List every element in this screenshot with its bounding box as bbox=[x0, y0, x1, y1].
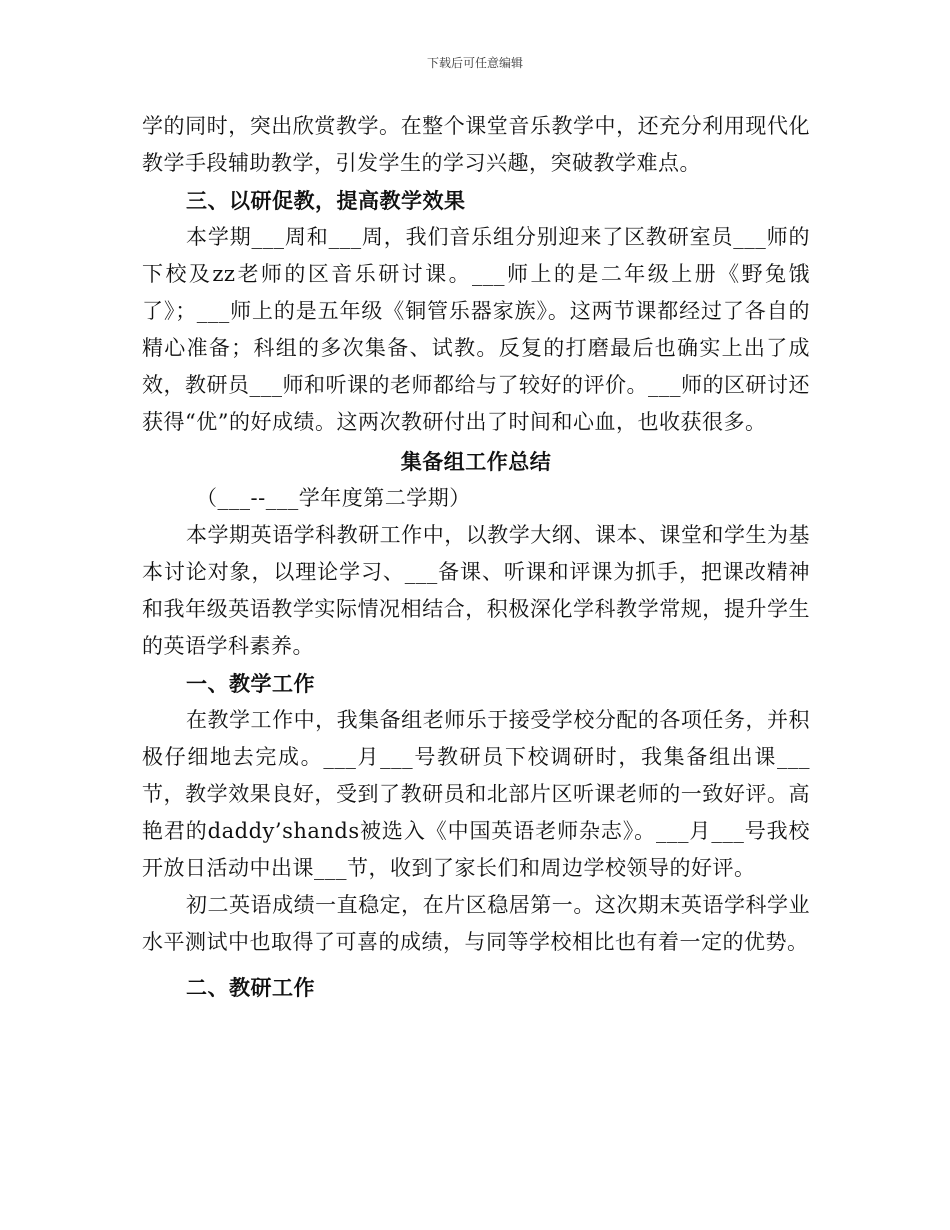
document-subtitle: （___--___学年度第二学期） bbox=[196, 486, 471, 510]
page-header: 下载后可任意编辑 bbox=[426, 56, 523, 70]
paragraph-results: 初二英语成绩一直稳定，在片区稳居第一。这次期末英语学科学业水平测试中也取得了可喜的成绩，与同等学校相比也有着一定的优势。 bbox=[142, 893, 810, 954]
paragraph-continued: 学的同时，突出欣赏教学。在整个课堂音乐教学中，还充分利用现代化教学手段辅助教学，引发学生的学习兴趣，突破教学难点。 bbox=[142, 114, 810, 175]
section-heading-1: 一、教学工作 bbox=[186, 671, 315, 696]
section-heading-2: 二、教研工作 bbox=[186, 975, 315, 1000]
section-heading-3: 三、以研促教，提高教学效果 bbox=[186, 188, 466, 213]
document-title: 集备组工作总结 bbox=[400, 449, 552, 474]
paragraph-research: 本学期___周和___周，我们音乐组分别迎来了区教研室员___师的下校及zz老师的区音乐研讨课。___师上的是二年级上册《野兔饿了》；___师上的是五年级《铜管乐器家族》。这两节课都经过了各自的精心准备；科组的多次集备、试教。反复的打磨最后也确实上出了成效，教研员___师和听课的老师都给与了较好的评价。___师的区研讨还获得“优”的好成绩。这两次教研付出了时间和心血，也收获很多。 bbox=[142, 225, 810, 434]
document-body bbox=[142, 108, 810, 1006]
paragraph-teaching: 在教学工作中，我集备组老师乐于接受学校分配的各项任务，并积极仔细地去完成。___月___号教研员下校调研时，我集备组出课___节，教学效果良好，受到了教研员和北部片区听课老师的一致好评。高艳君的daddy’shands被选入《中国英语老师杂志》。___月___号我校开放日活动中出课___节，收到了家长们和周边学校领导的好评。 bbox=[142, 708, 810, 880]
paragraph-intro: 本学期英语学科教研工作中，以教学大纲、课本、课堂和学生为基本讨论对象，以理论学习、___备课、听课和评课为抓手，把课改精神和我年级英语教学实际情况相结合，积极深化学科教学常规，提升学生的英语学科素养。 bbox=[142, 523, 810, 658]
